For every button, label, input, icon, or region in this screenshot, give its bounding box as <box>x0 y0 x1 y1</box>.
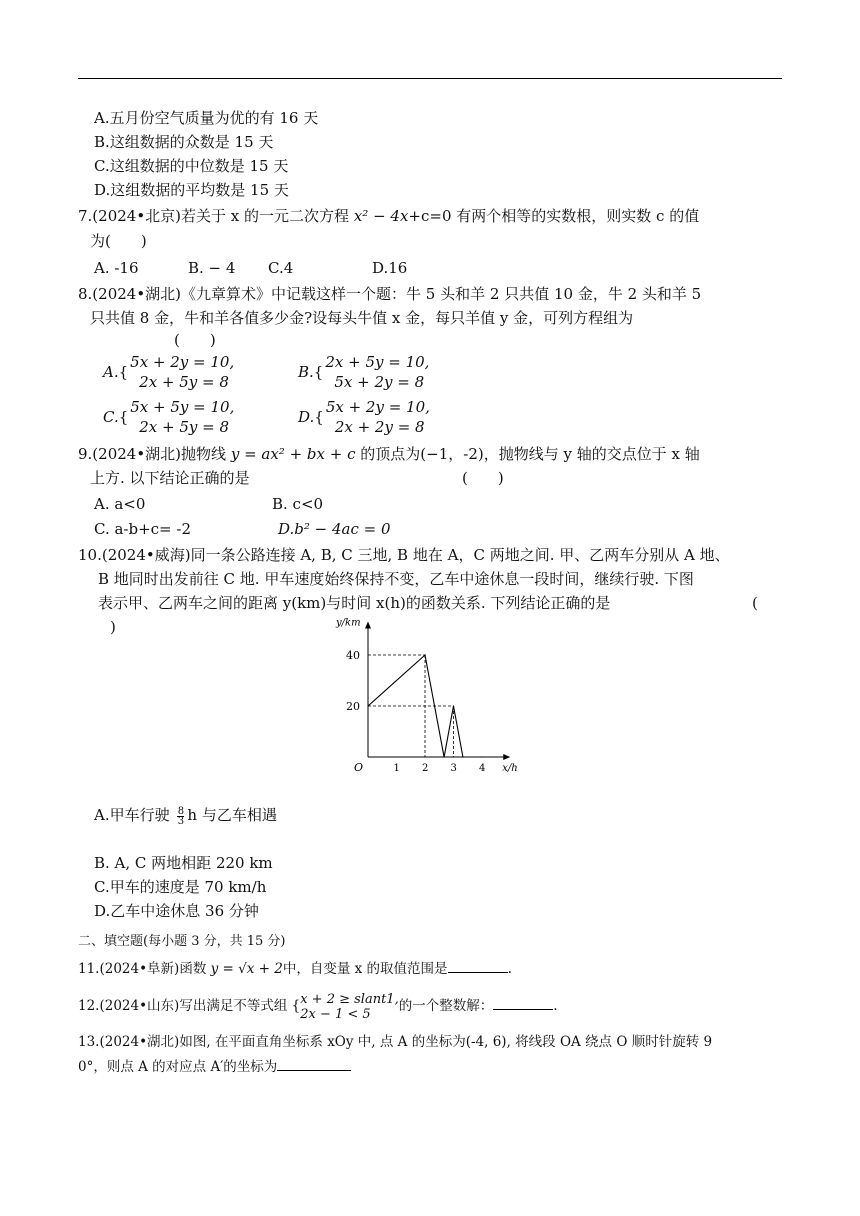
brace-icon: { <box>314 408 324 426</box>
brace-icon: { <box>118 408 129 426</box>
q13-line2-text: 0°，则点 A 的对应点 A′的坐标为 <box>78 1059 278 1075</box>
q13-line1: 13.(2024•湖北)如图, 在平面直角坐标系 xOy 中, 点 A 的坐标为(-4, 6), 将线段 OA 绕点 O 顺时针旋转 9 <box>78 1034 713 1050</box>
y-tick-label: 40 <box>346 649 360 662</box>
fraction-numerator: 8 <box>177 805 185 817</box>
y-axis-label: y/km <box>336 617 361 629</box>
q8-option-b-eq2: 5x + 2y = 8 <box>334 373 425 391</box>
q12-stem <box>78 990 558 1022</box>
q8-option-d-label: D. <box>298 408 315 426</box>
q6-option-a: A.五月份空气质量为优的有 16 天 <box>94 109 319 127</box>
data-point <box>424 654 425 655</box>
section-heading: 二、填空题(每小题 3 分，共 15 分) <box>78 934 286 949</box>
x-tick-label: 3 <box>450 763 457 774</box>
data-point <box>453 705 454 706</box>
q9-line2: 上方. 以下结论正确的是 <box>90 469 250 487</box>
q6-option-b: B.这组数据的众数是 15 天 <box>94 133 274 151</box>
q12-eq1: x + 2 ≥ slant1, <box>300 991 399 1007</box>
q7-suffix: +c=0 有两个相等的实数根，则实数 c 的值 <box>408 207 700 225</box>
q13-line2 <box>78 1056 351 1077</box>
q10-option-d: D.乙车中途休息 36 分钟 <box>94 902 259 920</box>
q7-line2: 为( ) <box>90 232 147 250</box>
q11-prefix: 11.(2024•阜新)函数 <box>78 961 207 977</box>
x-tick-label: 4 <box>479 763 486 774</box>
q10-option-a-post: h 与乙车相遇 <box>187 806 277 824</box>
q8-option-c <box>103 397 234 437</box>
q8-option-d <box>298 397 430 437</box>
q9-suffix: 的顶点为(−1，-2)，抛物线与 y 轴的交点位于 x 轴 <box>360 445 700 463</box>
q7-option-c: C.4 <box>268 259 294 277</box>
q12-prefix: 12.(2024•山东)写出满足不等式组 <box>78 998 288 1014</box>
q7-equation: x² − 4x <box>353 207 409 225</box>
brace-icon: { <box>291 998 301 1014</box>
x-tick-label: 1 <box>393 763 400 774</box>
q8-option-b-eq1: 2x + 5y = 10, <box>325 353 430 371</box>
x-axis-arrow-icon <box>503 754 510 760</box>
fraction-denominator: 3 <box>177 815 185 827</box>
q10-paren-open: ( <box>752 594 758 612</box>
q6-option-c: C.这组数据的中位数是 15 天 <box>94 157 289 175</box>
origin-label: O <box>354 761 364 774</box>
q10-line2: B 地同时出发前往 C 地. 甲车速度始终保持不变，乙车中途休息一段时间，继续行驶. 下图 <box>98 570 694 588</box>
q8-option-b-label: B. <box>298 363 314 381</box>
q8-option-a-eq2: 2x + 5y = 8 <box>139 373 229 391</box>
q8-option-a-eq1: 5x + 2y = 10, <box>130 353 235 371</box>
data-point <box>367 705 368 706</box>
q9-stem <box>78 444 700 464</box>
q7-stem <box>78 206 699 226</box>
q12-answer-blank[interactable] <box>493 995 553 1010</box>
x-axis-label: x/h <box>502 763 518 774</box>
q11-answer-blank[interactable] <box>448 958 508 973</box>
q8-option-d-eq2: 2x + 2y = 8 <box>334 418 425 436</box>
y-tick-label: 20 <box>346 700 360 713</box>
q10-option-b: B. A, C 两地相距 220 km <box>94 854 273 872</box>
q12-eq2: 2x − 1 < 5 <box>300 1006 371 1022</box>
brace-icon: { <box>118 363 129 381</box>
q7-option-b: B. − 4 <box>188 259 236 277</box>
q11-stem <box>78 958 512 979</box>
q8-option-b <box>298 352 429 392</box>
top-rule <box>78 78 782 79</box>
q9-option-a: A. a<0 <box>94 495 146 513</box>
q10-line3: 表示甲、乙两车之间的距离 y(km)与时间 x(h)的函数关系. 下列结论正确的是 <box>98 594 611 612</box>
q11-equation: y = √x + 2 <box>210 961 283 977</box>
brace-icon: { <box>313 363 324 381</box>
q10-option-c: C.甲车的速度是 70 km/h <box>94 878 267 896</box>
data-point <box>462 756 463 757</box>
q8-option-d-eq1: 5x + 2y = 10, <box>325 398 430 416</box>
data-point <box>481 756 482 757</box>
distance-time-chart <box>318 617 528 786</box>
q8-option-c-eq2: 2x + 5y = 8 <box>139 418 230 436</box>
q8-answer-paren: ( ) <box>174 331 216 349</box>
y-axis-arrow-icon <box>365 622 371 629</box>
q10-paren-close: ) <box>110 618 116 636</box>
q9-equation: y = ax² + bx + c <box>230 445 356 463</box>
q12-suffix: 的一个整数解： <box>398 998 494 1014</box>
q12-end: . <box>553 998 558 1014</box>
q12-system <box>300 992 399 1022</box>
q10-option-a-pre: A.甲车行驶 <box>94 806 170 824</box>
q9-option-d: D.b² − 4ac = 0 <box>278 520 391 538</box>
q9-answer-paren: ( ) <box>462 469 504 487</box>
q10-option-a <box>94 805 277 826</box>
data-point <box>443 756 444 757</box>
q9-prefix: 9.(2024•湖北)抛物线 <box>78 445 227 463</box>
q8-line2: 只共值 8 金，牛和羊各值多少金?设每头牛值 x 金，每只羊值 y 金，可列方程组为 <box>90 309 634 327</box>
q8-option-a <box>103 352 234 392</box>
q6-option-d: D.这组数据的平均数是 15 天 <box>94 181 289 199</box>
q11-suffix: 中，自变量 x 的取值范围是 <box>282 961 448 977</box>
q9-option-b: B. c<0 <box>272 495 324 513</box>
q9-option-c: C. a-b+c= -2 <box>94 520 192 538</box>
fraction-8-3 <box>177 807 184 826</box>
q8-line1: 8.(2024•湖北)《九章算术》中记载这样一个题：牛 5 头和羊 2 只共值 10 金，牛 2 头和羊 5 <box>78 285 702 303</box>
q7-option-d: D.16 <box>372 259 408 277</box>
q7-option-a: A. -16 <box>94 259 139 277</box>
q8-option-c-label: C. <box>103 408 119 426</box>
q7-prefix: 7.(2024•北京)若关于 x 的一元二次方程 <box>78 207 350 225</box>
q13-answer-blank[interactable] <box>277 1056 351 1071</box>
q11-end: . <box>507 961 512 977</box>
x-tick-label: 2 <box>422 763 429 774</box>
q10-line1: 10.(2024•威海)同一条公路连接 A, B, C 三地, B 地在 A，C 两地之间. 甲、乙两车分别从 A 地、 <box>78 546 730 564</box>
q8-option-a-label: A. <box>103 363 119 381</box>
q8-option-c-eq1: 5x + 5y = 10, <box>130 398 235 416</box>
